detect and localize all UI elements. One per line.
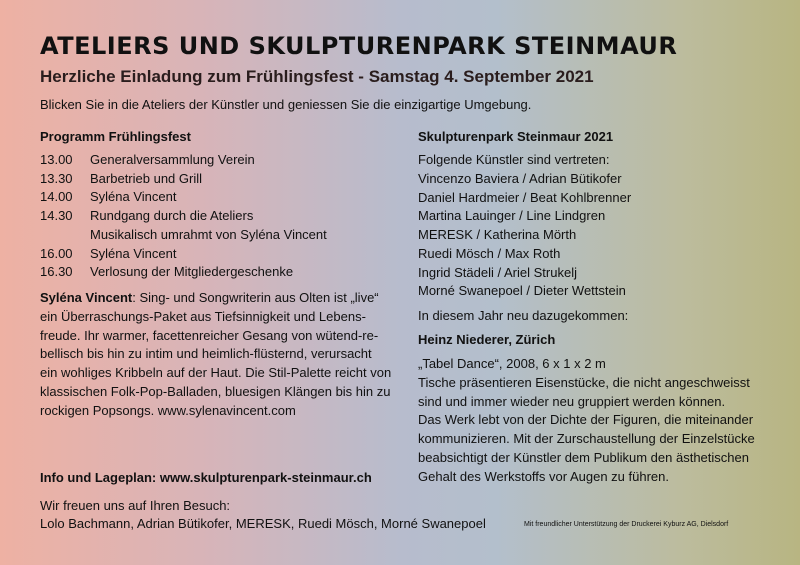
closing-line: Wir freuen uns auf Ihren Besuch: (40, 498, 231, 513)
park-heading: Skulpturenpark Steinmaur 2021 (418, 129, 614, 144)
program-text: Syléna Vincent (90, 189, 177, 205)
program-time (40, 226, 90, 245)
bio-line: rockigen Popsongs. www.sylenavincent.com (40, 402, 296, 418)
park-intro: Folgende Künstler sind vertreten: (418, 152, 610, 167)
intro-text: Blicken Sie in die Ateliers der Künstler und geniessen Sie die einzigartige Umgebung. (40, 97, 532, 112)
bio-line: ein wohliges Kribbeln auf der Haut. Die Stil-Palette reicht von (40, 365, 392, 381)
work-desc-line: kommunizieren. Mit der Zurschaustellung der Einzelstücke (418, 431, 755, 447)
program-item (40, 263, 327, 282)
artist-bio (40, 289, 391, 421)
program-time: 13.00 (40, 152, 73, 167)
program-text: Generalversammlung Verein (90, 152, 255, 167)
closing-names: Lolo Bachmann, Adrian Bütikofer, MERESK, Ruedi Mösch, Morné Swanepoel (40, 516, 486, 531)
program-text: Verlosung der Mitgliedergeschenke (90, 264, 294, 280)
program-item (40, 226, 327, 245)
new-artist-label: In diesem Jahr neu dazugekommen: (418, 308, 629, 323)
new-artist-name: Heinz Niederer, Zürich (418, 332, 556, 347)
work-desc-line: Tische präsentieren Eisenstücke, die nicht angeschweisst (418, 375, 750, 390)
program-list (40, 151, 327, 282)
work-desc-line: Gehalt des Werkstoffs vor Augen zu führen. (418, 468, 669, 484)
bio-line: freude. Ihr warmer, facettenreicher Gesang von wütend-re- (40, 327, 379, 343)
work-desc-line: sind und immer wieder neu gruppiert werden können. (418, 393, 726, 409)
program-time: 13.30 (40, 170, 73, 186)
program-text: Rundgang durch die Ateliers (90, 208, 254, 224)
page-title: ATELIERS UND SKULPTURENPARK STEINMAUR (40, 32, 678, 60)
artist-list (418, 170, 631, 301)
work-desc-line: Das Werk lebt von der Dichte der Figuren, die miteinander (418, 412, 754, 428)
artist-item: Vincenzo Baviera / Adrian Bütikofer (418, 171, 622, 186)
artist-item: Martina Lauinger / Line Lindgren (418, 208, 606, 224)
program-item (40, 207, 327, 226)
program-text: Syléna Vincent (90, 245, 177, 261)
artist-item: Morné Swanepoel / Dieter Wettstein (418, 283, 626, 299)
program-time: 14.00 (40, 189, 73, 205)
program-heading: Programm Frühlingsfest (40, 129, 191, 144)
program-time: 14.30 (40, 208, 73, 224)
program-item (40, 151, 327, 170)
bio-line: klassischen Folk-Pop-Balladen, bluesigen Klängen bis hin zu (40, 383, 391, 399)
program-text: Musikalisch umrahmt von Syléna Vincent (90, 226, 327, 242)
program-time: 16.30 (40, 264, 73, 280)
sponsor-note: Mit freundlicher Unterstützung der Druckerei Kyburz AG, Dielsdorf (524, 521, 729, 528)
closing (40, 497, 486, 533)
bio-line: ein Überraschungs-Paket aus Tiefsinnigkeit und Lebens- (40, 308, 366, 324)
program-time: 16.00 (40, 245, 73, 261)
bio-line: bellisch bis hin zu intim und heimlich-flüsternd, verursacht (40, 346, 372, 362)
artist-item: Ingrid Städeli / Ariel Strukelj (418, 264, 577, 280)
artist-item: Daniel Hardmeier / Beat Kohlbrenner (418, 189, 632, 205)
program-item (40, 188, 327, 207)
subtitle: Herzliche Einladung zum Frühlingsfest - Samstag 4. September 2021 (40, 67, 594, 86)
artist-item: MERESK / Katherina Mörth (418, 227, 577, 243)
work-description (418, 374, 755, 486)
program-item (40, 170, 327, 189)
bio-name: Syléna Vincent (40, 290, 133, 305)
info-line: Info und Lageplan: www.skulpturenpark-steinmaur.ch (40, 470, 372, 485)
bio-line: : Sing- und Songwriterin aus Olten ist „live“ (132, 290, 379, 305)
work-desc-line: beabsichtigt der Künstler dem Publikum den ästhetischen (418, 449, 749, 465)
program-text: Barbetrieb und Grill (90, 170, 202, 186)
artist-item: Ruedi Mösch / Max Roth (418, 245, 561, 261)
program-item (40, 245, 327, 264)
work-title: „Tabel Dance“, 2008, 6 x 1 x 2 m (418, 356, 606, 371)
